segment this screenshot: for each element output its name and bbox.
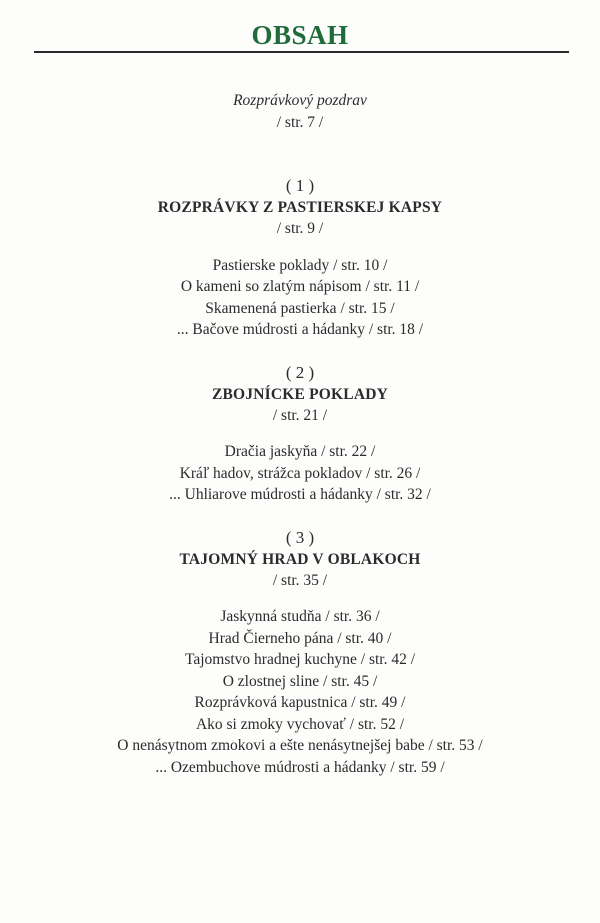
chapter-3 [0, 526, 600, 779]
intro-title: Rozprávkový pozdrav [233, 92, 367, 109]
toc-entry: Kráľ hadov, strážca pokladov / str. 26 / [179, 464, 421, 482]
intro-entry [0, 90, 600, 133]
toc-entry: Tajomstvo hradnej kuchyne / str. 42 / [184, 651, 416, 668]
title-divider [34, 51, 569, 53]
chapter-title: ROZPRÁVKY Z PASTIERSKEJ KAPSY [157, 199, 443, 216]
toc-entry: Skamenená pastierka / str. 15 / [205, 299, 395, 317]
toc-entry: Pastierske poklady / str. 10 / [212, 256, 388, 274]
toc-entry: ... Ozembuchove múdrosti a hádanky / str. 59 / [155, 758, 445, 776]
toc-entry: Hrad Čierneho pána / str. 40 / [208, 629, 392, 647]
table-of-contents [0, 90, 600, 778]
page-header [0, 0, 600, 56]
toc-entry: ... Bačove múdrosti a hádanky / str. 18 / [176, 321, 424, 338]
toc-entry: Rozprávková kapustnica / str. 49 / [194, 694, 406, 711]
chapter-entries [0, 255, 600, 341]
chapter-number: ( 2 ) [285, 362, 315, 382]
toc-entry: Ako si zmoky vychovať / str. 52 / [195, 715, 405, 733]
chapter-number: ( 3 ) [285, 527, 315, 547]
intro-page-ref: / str. 7 / [276, 113, 324, 131]
toc-entry: O zlostnej sline / str. 45 / [222, 672, 378, 690]
chapter-number: ( 1 ) [285, 176, 315, 195]
toc-entry: Dračia jaskyňa / str. 22 / [224, 443, 376, 460]
toc-entry: Jaskynná studňa / str. 36 / [220, 608, 380, 625]
chapter-entries [0, 441, 600, 506]
toc-entry: O kameni so zlatým nápisom / str. 11 / [180, 278, 420, 295]
chapter-page-ref: / str. 21 / [272, 406, 328, 424]
chapter-page-ref: / str. 35 / [272, 571, 328, 589]
toc-entry: O nenásytnom zmokovi a ešte nenásytnejšej babe / str. 53 / [117, 737, 483, 754]
page-title: OBSAH [251, 20, 349, 50]
chapter-title: ZBOJNÍCKE POKLADY [211, 385, 389, 403]
toc-entry: ... Uhliarove múdrosti a hádanky / str. 32 / [169, 486, 431, 503]
chapter-page-ref: / str. 9 / [276, 220, 324, 237]
chapter-title: TAJOMNÝ HRAD V OBLAKOCH [179, 550, 421, 568]
chapter-1 [0, 174, 600, 341]
chapter-entries [0, 606, 600, 778]
chapter-2 [0, 361, 600, 506]
